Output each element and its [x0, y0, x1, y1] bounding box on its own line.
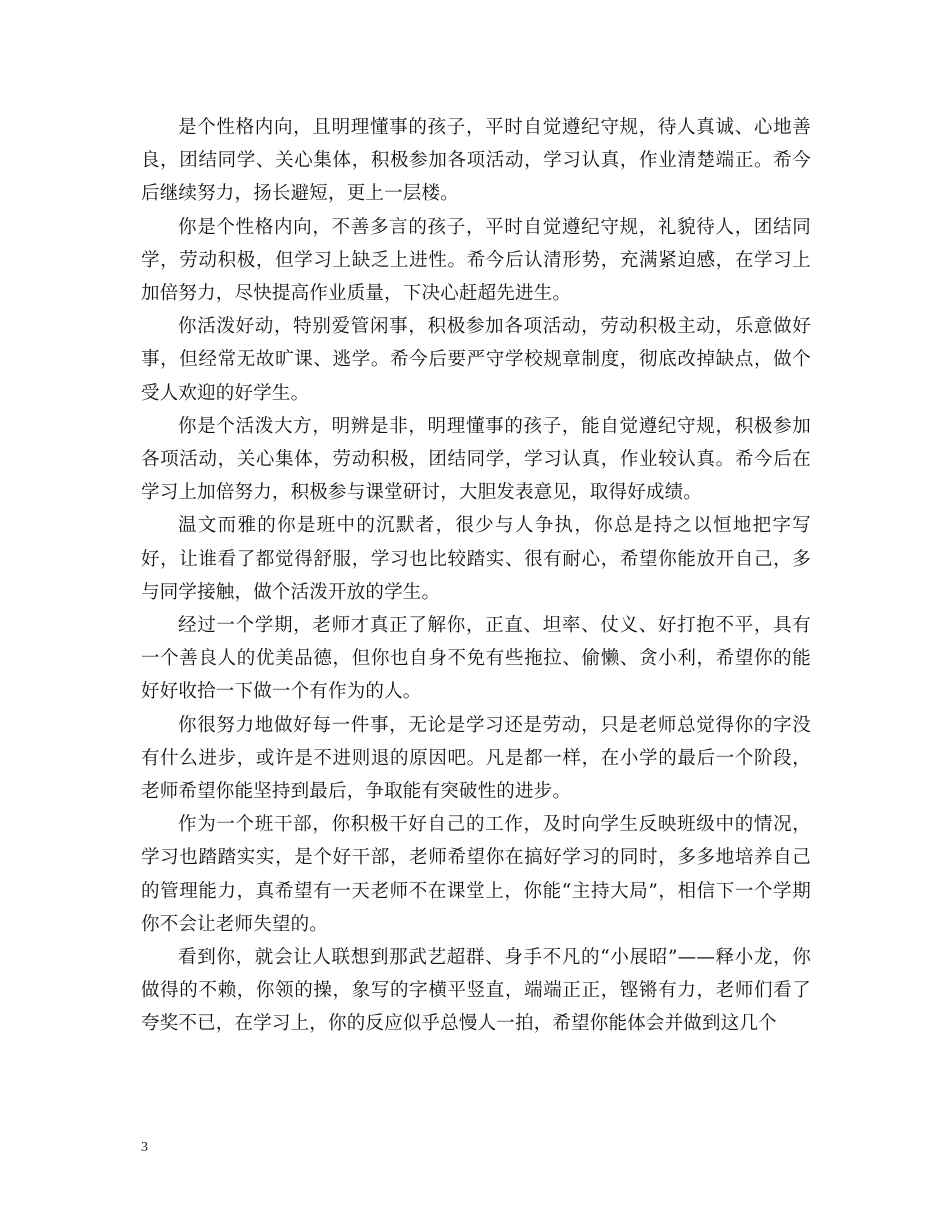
- paragraph-1: 是个性格内向，且明理懂事的孩子，平时自觉遵纪守规，待人真诚、心地善良，团结同学、关心集体，积极参加各项活动，学习认真，作业清楚端正。希今后继续努力，扬长避短，更上一层楼。: [141, 117, 811, 205]
- paragraph-9: 看到你，就会让人联想到那武艺超群、身手不凡的“小展昭”——释小龙，你做得的不赖，你领的操，象写的字横平竖直，端端正正，铿锵有力，老师们看了夸奖不已，在学习上，你的反应似乎总慢人一拍，希望你能体会并做到这几个: [141, 947, 811, 1035]
- paragraph-3: 你活泼好动，特别爱管闲事，积极参加各项活动，劳动积极主动，乐意做好事，但经常无故旷课、逃学。希今后要严守学校规章制度，彻底改掉缺点，做个受人欢迎的好学生。: [141, 316, 811, 404]
- paragraph-2: 你是个性格内向，不善多言的孩子，平时自觉遵纪守规，礼貌待人，团结同学，劳动积极，但学习上缺乏上进性。希今后认清形势，充满紧迫感，在学习上加倍努力，尽快提高作业质量，下决心赶超先进生。: [141, 216, 811, 305]
- paragraph-7: 你很努力地做好每一件事，无论是学习还是劳动，只是老师总觉得你的字没有什么进步，或许是不进则退的原因吧。凡是都一样，在小学的最后一个阶段，老师希望你能坚持到最后，争取能有突破性的进步。: [141, 714, 811, 803]
- paragraph-4: 你是个活泼大方，明辨是非，明理懂事的孩子，能自觉遵纪守规，积极参加各项活动，关心集体，劳动积极，团结同学，学习认真，作业较认真。希今后在学习上加倍努力，积极参与课堂研讨，大胆发表意见，取得好成绩。: [141, 415, 811, 504]
- page-number: 3: [141, 1140, 148, 1155]
- paragraph-6: 经过一个学期，老师才真正了解你，正直、坦率、仗义、好打抱不平，具有一个善良人的优美品德，但你也自身不免有些拖拉、偷懒、贪小利，希望你的能好好收拾一下做一个有作为的人。: [141, 615, 811, 703]
- paragraph-5: 温文而雅的你是班中的沉默者，很少与人争执，你总是持之以恒地把字写好，让谁看了都觉得舒服，学习也比较踏实、很有耐心，希望你能放开自己，多与同学接触，做个活泼开放的学生。: [141, 515, 811, 603]
- document-body: [141, 111, 811, 1041]
- paragraph-8: 作为一个班干部，你积极干好自己的工作，及时向学生反映班级中的情况，学习也踏踏实实，是个好干部，老师希望你在搞好学习的同时，多多地培养自己的管理能力，真希望有一天老师不在课堂上，你能“主持大局”，相信下一个学期你不会让老师失望的。: [141, 814, 811, 935]
